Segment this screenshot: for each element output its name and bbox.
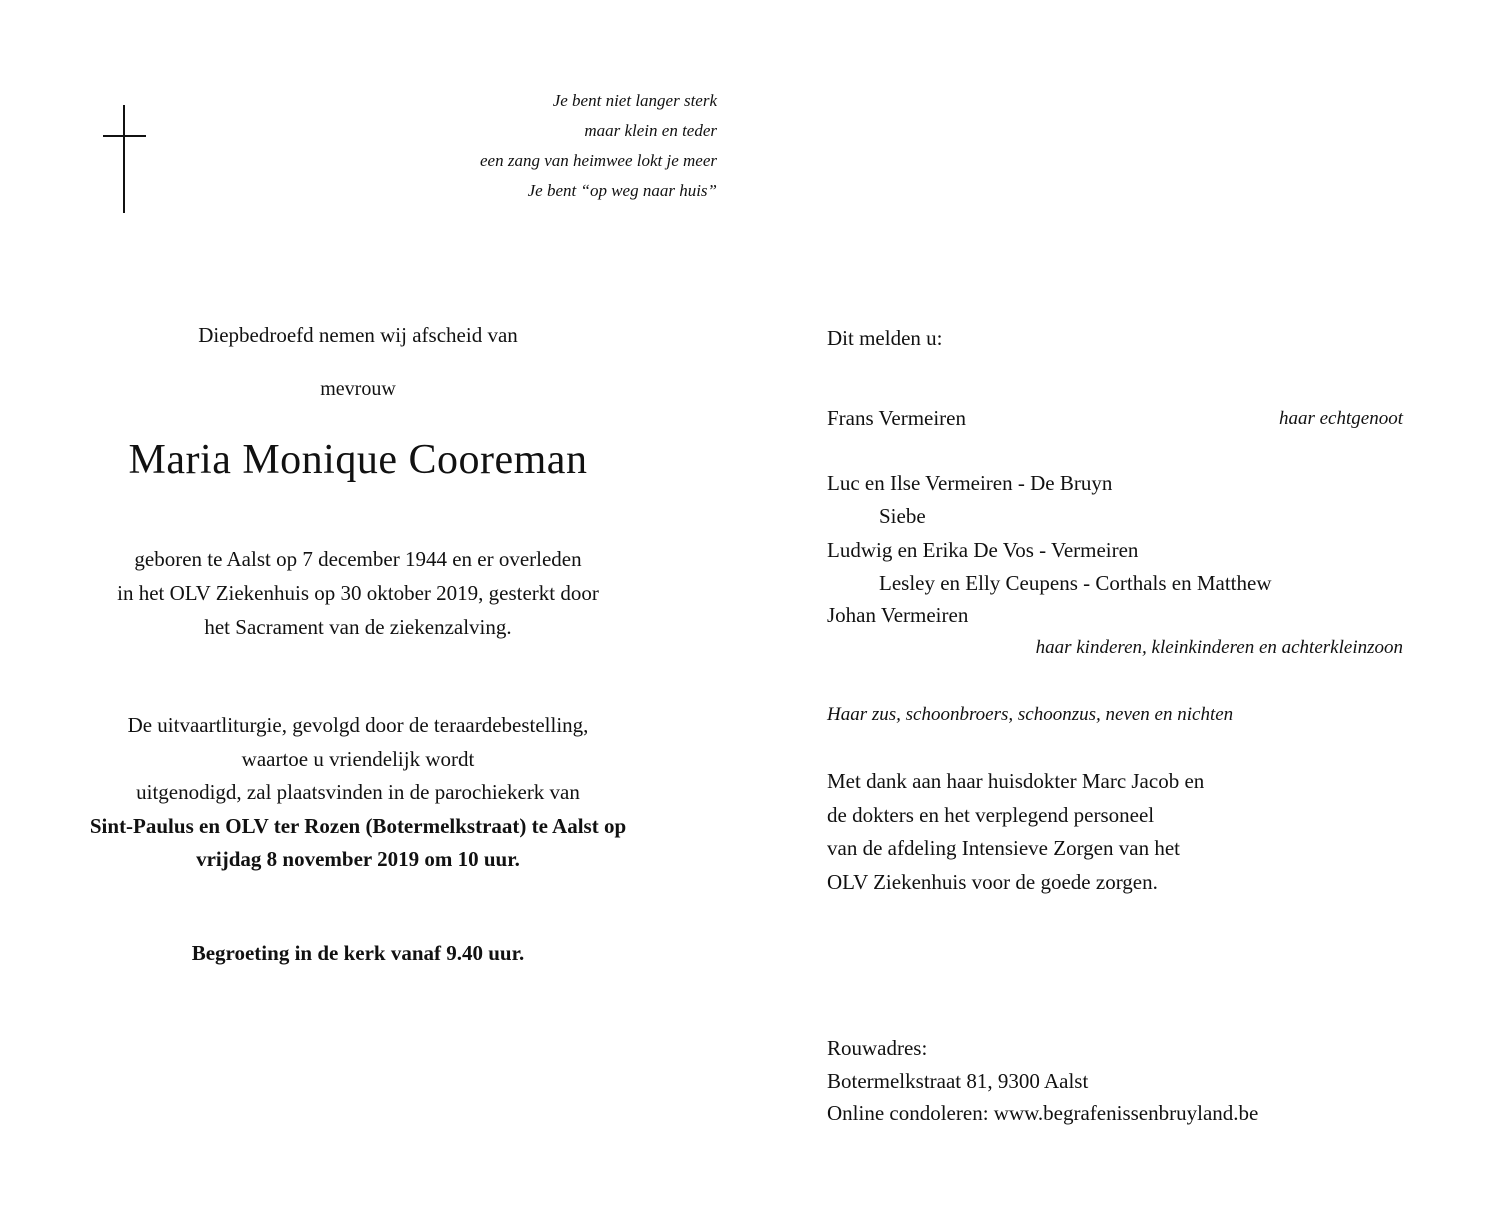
- family-member: Luc en Ilse Vermeiren - De Bruyn: [827, 471, 1113, 495]
- spouse-name: Frans Vermeiren: [827, 406, 966, 430]
- address-label: Rouwadres:: [827, 1036, 928, 1060]
- thanks-line: OLV Ziekenhuis voor de goede zorgen.: [827, 869, 1158, 894]
- funeral-date: vrijdag 8 november 2019 om 10 uur.: [196, 847, 520, 871]
- birth-death-line: in het OLV Ziekenhuis op 30 oktober 2019, gesterkt door: [117, 581, 599, 605]
- deceased-name: Maria Monique Cooreman: [128, 437, 588, 483]
- funeral-line: De uitvaartliturgie, gevolgd door de teraardebestelling,: [127, 713, 589, 737]
- poem-line: Je bent “op weg naar huis”: [527, 181, 717, 200]
- poem-line: Je bent niet langer sterk: [552, 91, 717, 110]
- thanks-line: Met dank aan haar huisdokter Marc Jacob en: [827, 769, 1205, 793]
- announce-text: Dit melden u:: [827, 326, 943, 350]
- relatives-text: Haar zus, schoonbroers, schoonzus, neven en nichten: [827, 704, 1234, 725]
- birth-death-info: [40, 542, 676, 644]
- thanks-line: de dokters en het verplegend personeel: [827, 802, 1155, 827]
- family-member: Ludwig en Erika De Vos - Vermeiren: [827, 538, 1139, 562]
- greeting-text: Begroeting in de kerk vanaf 9.40 uur.: [191, 941, 525, 965]
- title-text: mevrouw: [320, 378, 396, 400]
- thanks-line: van de afdeling Intensieve Zorgen van het: [827, 836, 1180, 860]
- spouse-relation: haar echtgenoot: [1278, 408, 1403, 429]
- birth-death-line: geboren te Aalst op 7 december 1944 en er overleden: [134, 547, 582, 571]
- cross-vertical-bar: [123, 105, 125, 213]
- family-member: Johan Vermeiren: [827, 603, 969, 627]
- children-relation: haar kinderen, kleinkinderen en achterkleinzoon: [1035, 637, 1403, 658]
- poem-line: een zang van heimwee lokt je meer: [480, 151, 717, 170]
- family-member: Siebe: [879, 504, 926, 528]
- funeral-location: Sint-Paulus en OLV ter Rozen (Botermelkstraat) te Aalst op: [89, 813, 627, 838]
- thanks-text: [827, 765, 1204, 899]
- mourning-address: [827, 1032, 1258, 1130]
- address-text: Botermelkstraat 81, 9300 Aalst: [827, 1068, 1089, 1093]
- cross-horizontal-bar: [103, 135, 146, 137]
- intro-text: Diepbedroefd nemen wij afscheid van: [198, 323, 518, 347]
- funeral-line: waartoe u vriendelijk wordt: [241, 746, 475, 771]
- birth-death-line: het Sacrament van de ziekenzalving.: [204, 615, 512, 639]
- funeral-line: uitgenodigd, zal plaatsvinden in de parochiekerk van: [136, 780, 580, 804]
- funeral-info: [40, 709, 676, 877]
- condolence-link[interactable]: Online condoleren: www.begrafenissenbruyland.be: [827, 1101, 1259, 1125]
- poem: [480, 86, 717, 206]
- poem-line: maar klein en teder: [584, 121, 717, 140]
- family-member: Lesley en Elly Ceupens - Corthals en Matthew: [879, 571, 1272, 595]
